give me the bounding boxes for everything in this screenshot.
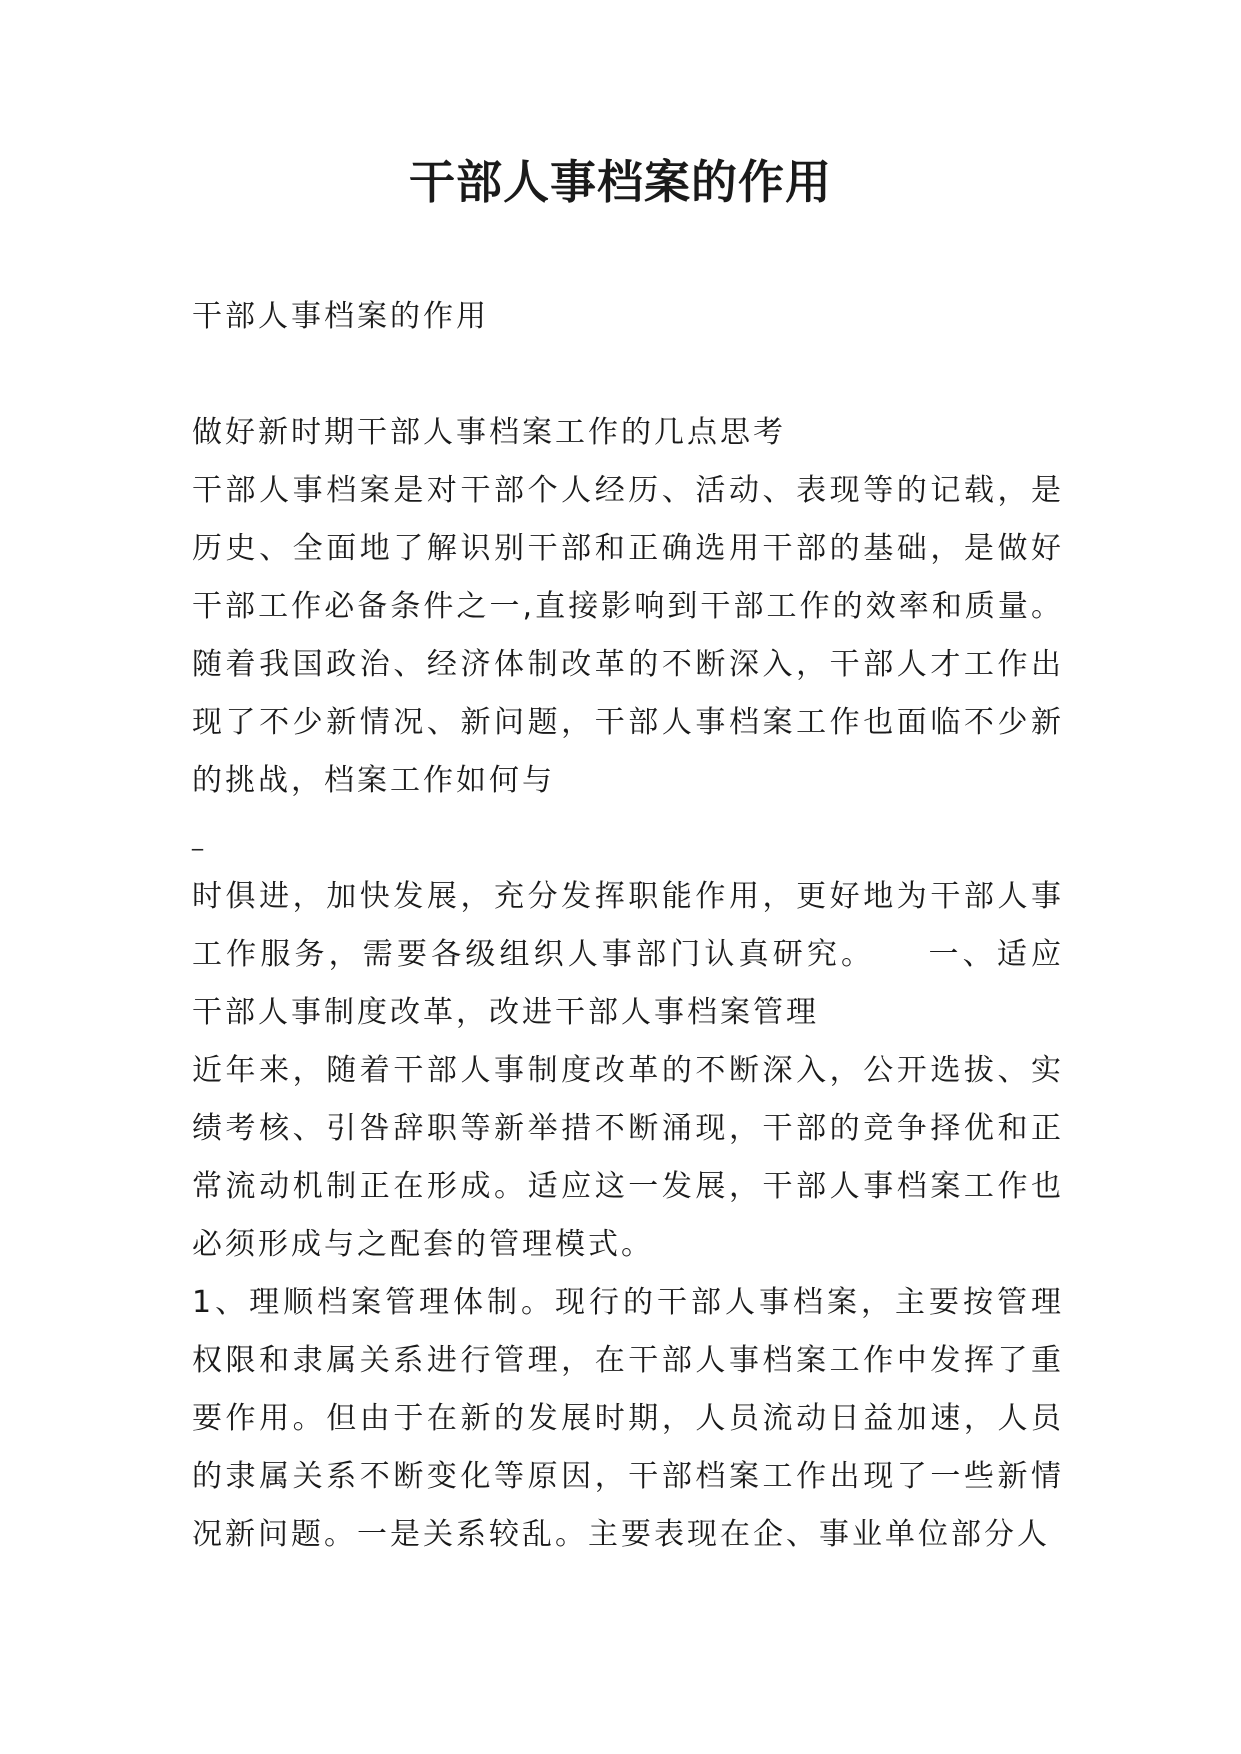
paragraph-reform: 近年来，随着干部人事制度改革的不断深入，公开选拔、实绩考核、引咎辞职等新举措不断涌现，干部的竞争择优和正常流动机制正在形成。适应这一发展，干部人事档案工作也必须形成与之配套的管理模式。 bbox=[192, 1053, 1064, 1262]
document-title: 干部人事档案的作用 bbox=[409, 155, 832, 209]
paragraph-continuation: 时俱进，加快发展，充分发挥职能作用，更好地为干部人事工作服务，需要各级组织人事部门认真研究。 一、适应干部人事制度改革，改进干部人事档案管理 bbox=[192, 879, 1064, 1030]
page-break-mark: _ bbox=[192, 826, 206, 851]
paragraph-intro: 干部人事档案是对干部个人经历、活动、表现等的记载，是历史、全面地了解识别干部和正确选用干部的基础，是做好干部工作必备条件之一,直接影响到干部工作的效率和质量。随着我国政治、经济体制改革的不断深入，干部人才工作出现了不少新情况、新问题，干部人事档案工作也面临不少新的挑战，档案工作如何与 bbox=[192, 473, 1064, 798]
section-heading: 做好新时期干部人事档案工作的几点思考 bbox=[192, 415, 786, 450]
paragraph-point-1: 1、理顺档案管理体制。现行的干部人事档案，主要按管理权限和隶属关系进行管理，在干部人事档案工作中发挥了重要作用。但由于在新的发展时期，人员流动日益加速，人员的隶属关系不断变化等原因，干部档案工作出现了一些新情况新问题。一是关系较乱。主要表现在企、事业单位部分人 bbox=[192, 1285, 1064, 1552]
document-subtitle: 干部人事档案的作用 bbox=[192, 299, 489, 334]
document-body bbox=[192, 288, 1064, 1564]
